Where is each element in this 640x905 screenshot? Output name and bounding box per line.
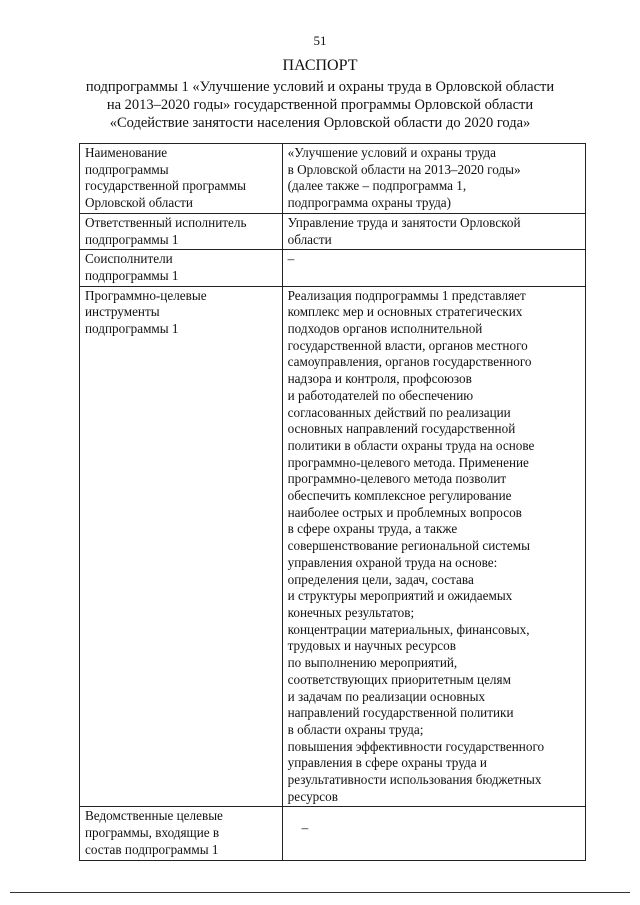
value-line: ресурсов: [287, 788, 338, 804]
document-title: ПАСПОРТ: [282, 57, 358, 74]
label-line: Программно-целевые: [85, 287, 207, 303]
value-line: основных направлений государственной: [287, 421, 516, 437]
value-line: концентрации материальных, финансовых,: [287, 621, 530, 637]
value-line: результативности использования бюджетных: [287, 772, 542, 788]
value-line: «Улучшение условий и охраны труда: [287, 145, 496, 160]
value-line: согласованных действий по реализации: [287, 404, 511, 420]
value-line: Управление труда и занятости Орловской: [287, 214, 521, 230]
value-line: направлений государственной политики: [287, 705, 514, 721]
value-line: программно-целевого метода. Применение: [287, 454, 529, 470]
label-line: инструменты: [85, 304, 160, 320]
subtitle-line: «Содействие занятости населения Орловской области до 2020 года»: [109, 115, 531, 131]
value-line: определения цели, задач, состава: [287, 571, 474, 587]
value-line: в сфере охраны труда, а также: [287, 521, 458, 537]
value-line: подпрограмма охраны труда): [287, 195, 452, 211]
table-row: [80, 286, 586, 807]
value-line: самоуправления, органов государственного: [287, 354, 532, 370]
value-line: государственной власти, органов местного: [287, 337, 528, 353]
value-line: трудовых и научных ресурсов: [287, 638, 456, 654]
value-line: конечных результатов;: [287, 604, 415, 620]
label-line: состав подпрограммы 1: [85, 841, 219, 857]
value-line: комплекс мер и основных стратегических: [287, 304, 523, 320]
row-value: [282, 144, 585, 214]
label-line: Соисполнители: [85, 251, 173, 267]
value-line: и структуры мероприятий и ожидаемых: [287, 588, 513, 604]
label-line: подпрограммы 1: [85, 267, 179, 283]
empty-dash: –: [287, 251, 295, 267]
value-line: и задачам по реализации основных: [287, 688, 486, 704]
table-row: [80, 250, 586, 286]
label-line: подпрограммы: [85, 161, 169, 177]
value-line: по выполнению мероприятий,: [287, 655, 458, 671]
label-line: государственной программы: [85, 178, 246, 194]
value-line: и работодателей по обеспечению: [287, 387, 474, 403]
subtitle-line: на 2013–2020 годы» государственной программы Орловской области: [106, 97, 534, 113]
value-line: (далее также – подпрограмма 1,: [287, 178, 467, 194]
row-label: [80, 286, 283, 807]
document-subtitle: [40, 78, 600, 132]
value-line: в Орловской области на 2013–2020 годы»: [287, 161, 521, 177]
row-value: [282, 286, 585, 807]
value-line: политики в области охраны труда на основе: [287, 437, 535, 453]
page-number: 51: [313, 33, 327, 48]
label-line: подпрограммы 1: [85, 321, 179, 337]
value-line: в области охраны труда;: [287, 721, 424, 737]
label-line: Орловской области: [85, 195, 193, 211]
row-label: [80, 807, 283, 860]
value-line: управления охраной труда на основе:: [287, 554, 498, 570]
table-row: [80, 807, 586, 860]
value-line: подходов органов исполнительной: [287, 321, 483, 337]
value-line: Реализация подпрограммы 1 представляет: [287, 287, 526, 303]
value-line: соответствующих приоритетным целям: [287, 671, 511, 687]
row-label: [80, 213, 283, 249]
label-line: Наименование: [85, 145, 168, 160]
value-line: повышения эффективности государственного: [287, 738, 545, 754]
empty-dash: –: [301, 820, 309, 836]
label-line: подпрограммы 1: [85, 231, 179, 247]
row-value: [282, 807, 585, 860]
row-label: [80, 144, 283, 214]
row-value: [282, 213, 585, 249]
value-line: области: [287, 231, 332, 247]
value-line: наиболее острых и проблемных вопросов: [287, 504, 522, 520]
passport-table: [79, 143, 586, 861]
value-line: надзора и контроля, профсоюзов: [287, 371, 472, 387]
value-line: управления в сфере охраны труда и: [287, 755, 487, 771]
row-value: [282, 250, 585, 286]
label-line: программы, входящие в: [85, 825, 220, 841]
value-line: обеспечить комплексное регулирование: [287, 488, 512, 504]
label-line: Ведомственные целевые: [85, 808, 223, 824]
bottom-rule: [10, 892, 630, 893]
value-line: программно-целевого метода позволит: [287, 471, 507, 487]
table-row: [80, 144, 586, 214]
row-label: [80, 250, 283, 286]
label-line: Ответственный исполнитель: [85, 214, 247, 230]
table-row: [80, 213, 586, 249]
value-line: совершенствование региональной системы: [287, 538, 530, 554]
subtitle-line: подпрограммы 1 «Улучшение условий и охраны труда в Орловской области: [85, 79, 555, 95]
